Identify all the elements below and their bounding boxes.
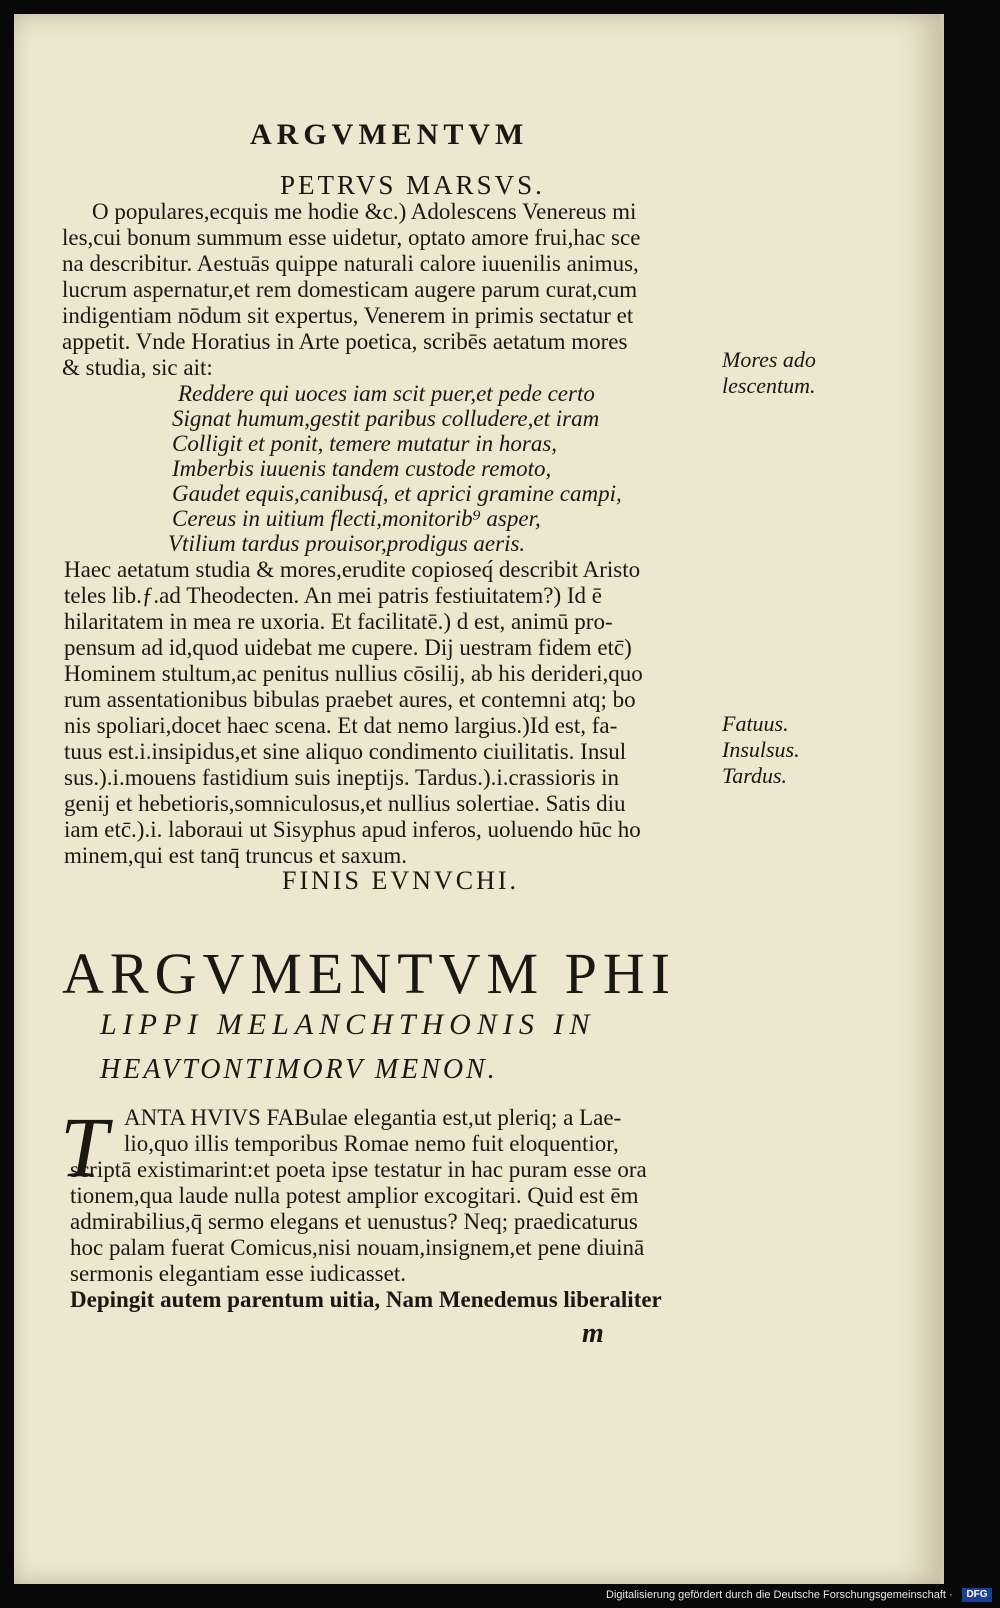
commentary-line-2: teles lib.ƒ.ad Theodecten. An mei patris festiuitatem?) Id ē xyxy=(64,583,602,608)
margin-note-mores-2: lescentum. xyxy=(722,373,816,398)
body-line-3: na describitur. Aestuās quippe naturali calore iuuenilis animus, xyxy=(62,251,639,276)
verse-line-4: Imberbis iuuenis tandem custode remoto, xyxy=(172,456,552,481)
second-line-5: admirabilius,q̄ sermo elegans et uenustus? Neq; praedicaturus xyxy=(70,1209,638,1234)
margin-note-mores-1: Mores ado xyxy=(722,347,816,372)
argument-title: ARGVMENTVM PHI xyxy=(62,941,677,1006)
commentary-line-10: genij et hebetioris,somniculosus,et nullius solertiae. Satis diu xyxy=(64,791,626,816)
second-line-4: tionem,qua laude nulla potest amplior excogitari. Quid est ēm xyxy=(70,1183,639,1208)
running-head: ARGVMENTVM xyxy=(250,118,529,151)
commentary-line-7: nis spoliari,docet haec scena. Et dat nemo largius.)Id est, fa- xyxy=(64,713,618,738)
commentary-line-9: sus.).i.mouens fastidium suis ineptijs. Tardus.).i.crassioris in xyxy=(64,765,620,790)
verse-line-2: Signat humum,gestit paribus colludere,et iram xyxy=(172,406,600,431)
second-line-1: ANTA HVIVS FABulae elegantia est,ut pleriq; a Lae- xyxy=(124,1105,622,1130)
commentary-line-3: hilaritatem in mea re uxoria. Et facilitatē.) d est, animū pro- xyxy=(64,609,613,634)
commentary-line-5: Hominem stultum,ac penitus nullius cōsilij, ab his derideri,quo xyxy=(64,661,643,686)
commentary-line-8: tuus est.i.insipidus,et sine aliquo condimento ciuilitatis. Insul xyxy=(64,739,627,764)
argument-title-line-3: HEAVTONTIMORV MENON. xyxy=(100,1054,498,1085)
section-author: PETRVS MARSVS. xyxy=(280,170,545,200)
commentary-line-4: pensum ad id,quod uidebat me cupere. Dij uestram fidem etc̄) xyxy=(64,635,632,660)
second-line-8: Depingit autem parentum uitia, Nam Menedemus liberaliter xyxy=(70,1287,662,1312)
margin-note-tardus: Tardus. xyxy=(722,763,788,788)
second-line-2: lio,quo illis temporibus Romae nemo fuit eloquentior, xyxy=(124,1131,619,1156)
margin-note-fatuus: Fatuus. xyxy=(722,711,789,736)
second-line-6: hoc palam fuerat Comicus,nisi nouam,insignem,et pene diuinā xyxy=(70,1235,645,1260)
drop-cap: T xyxy=(60,1099,108,1195)
margin-note-insulsus: Insulsus. xyxy=(722,737,800,762)
body-line-7: & studia, sic ait: xyxy=(62,355,213,380)
body-line-5: indigentiam nōdum sit expertus, Venerem in primis sectatur et xyxy=(62,303,634,328)
finis-heading: FINIS EVNVCHI. xyxy=(282,866,519,895)
commentary-line-6: rum assentationibus bibulas praebet aures, et contemni atq; bo xyxy=(64,687,636,712)
second-line-7: sermonis elegantiam esse iudicasset. xyxy=(70,1261,406,1286)
signature-mark: m xyxy=(582,1318,604,1349)
commentary-line-11: iam etc̄.).i. laboraui ut Sisyphus apud inferos, uoluendo hūc ho xyxy=(64,817,641,842)
digitization-footer: Digitalisierung gefördert durch die Deutsche Forschungsgemeinschaft · xyxy=(606,1589,953,1601)
argument-title-line-2: LIPPI MELANCHTHONIS IN xyxy=(100,1008,596,1041)
second-line-3: scriptā existimarint:et poeta ipse testatur in hac puram esse ora xyxy=(70,1157,647,1182)
verse-line-6: Cereus in uitium flecti,monitorib⁹ asper, xyxy=(172,506,541,531)
verse-line-5: Gaudet equis,canibusq́, et aprici gramine campi, xyxy=(172,481,622,506)
commentary-line-1: Haec aetatum studia & mores,erudite copioseq́ describit Aristo xyxy=(64,557,641,582)
verse-line-7: Vtilium tardus prouisor,prodigus aeris. xyxy=(168,531,526,556)
verse-line-1: Reddere qui uoces iam scit puer,et pede certo xyxy=(178,381,595,406)
body-line-1: O populares,ecquis me hodie &c.) Adolescens Venereus mi xyxy=(92,199,637,224)
body-line-4: lucrum aspernatur,et rem domesticam augere parum curat,cum xyxy=(62,277,638,302)
verse-line-3: Colligit et ponit, temere mutatur in horas, xyxy=(172,431,558,456)
dfg-logo: DFG xyxy=(962,1588,992,1602)
body-line-2: les,cui bonum summum esse uidetur, optato amore frui,hac sce xyxy=(62,225,641,250)
body-line-6: appetit. Vnde Horatius in Arte poetica, scribēs aetatum mores xyxy=(62,329,628,354)
page-edge xyxy=(940,14,944,1584)
commentary-line-12: minem,qui est tanq̄ truncus et saxum. xyxy=(64,843,408,868)
